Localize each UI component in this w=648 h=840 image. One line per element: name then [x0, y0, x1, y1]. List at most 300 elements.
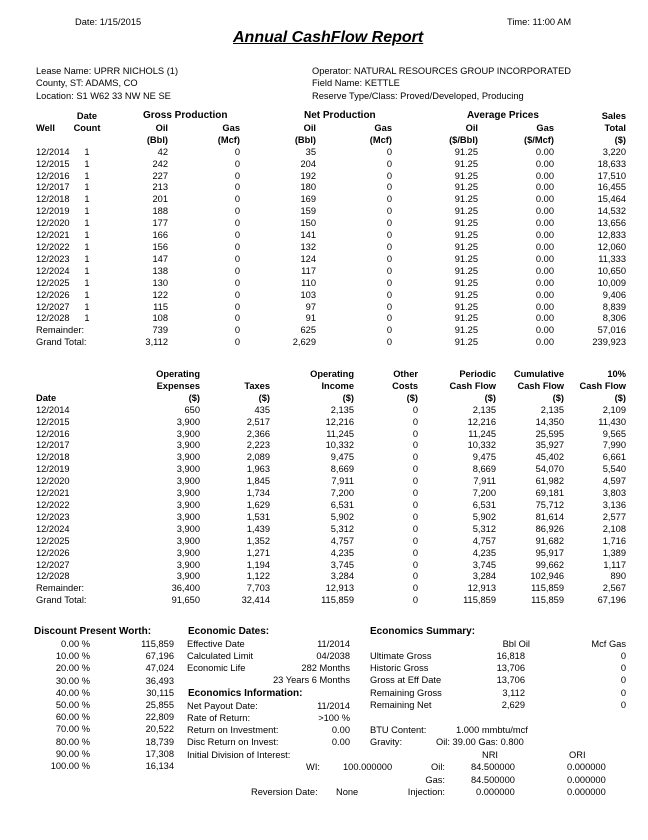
summary-label: Remaining Net	[370, 699, 432, 710]
cashflow-cell: 5,902	[472, 511, 496, 522]
cashflow-cell: 115,859	[463, 595, 496, 606]
production-cell: 91	[305, 313, 316, 324]
cashflow-cell: 0	[412, 476, 418, 487]
cashflow-cell: 11,430	[598, 416, 626, 427]
production-cell: 42	[157, 146, 168, 157]
discount-value: 17,308	[145, 748, 174, 759]
cashflow-cell: 25,595	[535, 428, 564, 439]
cashflow-col-header: Cash Flow	[517, 380, 564, 391]
group-header-gross: Gross Production	[143, 110, 228, 121]
gas-nri: 84.500000	[471, 775, 515, 785]
production-header-row	[36, 135, 626, 147]
lease-location: Location: S1 W62 33 NW NE SE	[36, 91, 171, 101]
production-cell: 108	[152, 313, 168, 324]
cashflow-cell: 2,089	[246, 452, 270, 463]
production-cell: Remainder:	[36, 325, 85, 336]
cashflow-cell: 0	[412, 488, 418, 499]
production-col-header	[68, 135, 106, 147]
effective-date-label: Effective Date	[187, 639, 245, 649]
cashflow-cell: 12,913	[325, 583, 354, 594]
cashflow-cell: 1,352	[246, 535, 270, 546]
production-cell: 739	[152, 325, 168, 336]
cashflow-cell: 12/2025	[36, 535, 70, 546]
production-row	[36, 337, 626, 349]
initial-division-label: Initial Division of Interest:	[187, 750, 291, 760]
cashflow-row	[36, 464, 626, 476]
cashflow-col-header: Operating	[156, 369, 200, 379]
production-cell: 201	[152, 194, 168, 205]
production-row	[36, 147, 626, 159]
cashflow-cell: 3,900	[176, 416, 200, 427]
cashflow-cell: 12/2021	[36, 488, 70, 499]
cashflow-cell: 91,650	[171, 595, 200, 606]
cashflow-cell: 3,284	[472, 571, 496, 582]
summary-oil: 13,706	[496, 663, 525, 674]
cashflow-cell: 9,475	[472, 452, 496, 463]
production-cell: 0	[386, 265, 392, 276]
cashflow-cell: 3,900	[176, 488, 200, 499]
production-cell: 1	[84, 253, 90, 264]
cashflow-cell: 12/2016	[36, 428, 70, 439]
production-cell: 0	[386, 253, 392, 264]
cashflow-row	[36, 512, 626, 524]
production-cell: 91.25	[454, 277, 478, 288]
production-row	[36, 194, 626, 206]
discount-rate: 60.00 %	[55, 712, 90, 723]
production-cell: 1	[84, 230, 90, 241]
summary-oil: 13,706	[496, 675, 525, 686]
cashflow-cell: 12/2015	[36, 416, 70, 427]
lease-operator: Operator: NATURAL RESOURCES GROUP INCORPORATED	[312, 66, 571, 76]
summary-gas: 0	[620, 675, 626, 686]
production-cell: 12/2016	[36, 170, 70, 181]
production-cell: 192	[300, 170, 316, 181]
production-cell: 0	[234, 325, 240, 336]
cashflow-cell: 4,235	[472, 547, 496, 558]
production-row	[36, 302, 626, 314]
production-cell: 3,112	[145, 337, 168, 348]
production-cell: 103	[300, 289, 316, 300]
cashflow-row	[36, 500, 626, 512]
production-cell: 0	[234, 230, 240, 241]
cashflow-col-header: Costs	[392, 380, 418, 391]
production-row	[36, 218, 626, 230]
production-cell: 0	[386, 158, 392, 169]
cashflow-cell: 2,108	[602, 523, 626, 534]
cashflow-cell: 35,927	[535, 440, 564, 451]
summary-col-gas: Mcf Gas	[591, 639, 626, 649]
oil-label: Oil:	[431, 762, 445, 772]
cashflow-cell: 6,661	[602, 452, 626, 463]
cashflow-cell: 3,900	[176, 476, 200, 487]
report-date: Date: 1/15/2015	[75, 17, 142, 27]
production-cell: 0.00	[535, 289, 554, 300]
cashflow-row	[36, 476, 626, 488]
cashflow-col-header: ($)	[342, 392, 354, 403]
cashflow-row	[36, 524, 626, 536]
cashflow-cell: 4,757	[472, 535, 496, 546]
cashflow-col-header: Date	[36, 392, 57, 403]
cashflow-cell: 2,135	[540, 404, 564, 415]
cashflow-cell: 8,669	[472, 464, 496, 475]
cashflow-cell: 61,982	[535, 476, 564, 487]
production-cell: 91.25	[454, 194, 478, 205]
cashflow-row	[36, 417, 626, 429]
cashflow-cell: 7,990	[602, 440, 626, 451]
production-cell: 9,406	[602, 289, 626, 300]
cashflow-cell: 8,669	[330, 464, 354, 475]
production-cell: 1	[84, 313, 90, 324]
production-cell: 177	[152, 218, 168, 229]
cashflow-cell: 0	[412, 583, 418, 594]
cashflow-cell: 32,414	[241, 595, 270, 606]
production-cell: 12/2024	[36, 265, 70, 276]
production-col-header	[36, 135, 68, 147]
production-cell: 8,839	[602, 301, 626, 312]
production-cell: 0.00	[535, 146, 554, 157]
production-cell: 141	[300, 230, 316, 241]
econ-summary-title: Economics Summary:	[370, 626, 476, 637]
cashflow-cell: Grand Total:	[36, 595, 87, 606]
production-col-header: Total	[604, 122, 626, 133]
production-cell: 91.25	[454, 230, 478, 241]
cashflow-cell: 12/2020	[36, 476, 70, 487]
cashflow-cell: 10,332	[467, 440, 496, 451]
cashflow-row	[36, 548, 626, 560]
production-cell: 625	[300, 325, 316, 336]
cashflow-cell: 0	[412, 595, 418, 606]
discount-value: 30,115	[146, 687, 174, 698]
discount-value: 47,024	[145, 663, 174, 674]
production-cell: 1	[84, 170, 90, 181]
production-cell: 0	[386, 230, 392, 241]
cashflow-cell: 0	[412, 523, 418, 534]
production-cell: 0.00	[535, 230, 554, 241]
ror-label: Rate of Return:	[187, 713, 251, 723]
production-cell: 0	[386, 206, 392, 217]
production-cell: 1	[84, 277, 90, 288]
production-cell: 0	[234, 313, 240, 324]
lease-name: Lease Name: UPRR NICHOLS (1)	[36, 66, 179, 76]
cashflow-cell: 36,400	[171, 583, 200, 594]
discount-rate: 10.00 %	[55, 651, 90, 662]
cashflow-cell: 99,662	[535, 559, 564, 570]
production-cell: 0.00	[535, 325, 554, 336]
cashflow-cell: Remainder:	[36, 583, 85, 594]
cashflow-cell: 5,312	[472, 523, 496, 534]
discount-value: 25,855	[145, 700, 174, 710]
group-header-net: Net Production	[304, 110, 376, 121]
cashflow-cell: 890	[610, 571, 626, 582]
cashflow-cell: 3,803	[602, 488, 626, 499]
production-col-header: Gas	[536, 122, 554, 133]
production-col-header: ($)	[614, 134, 626, 145]
cashflow-cell: 1,845	[246, 476, 270, 487]
cashflow-col-header: ($)	[614, 392, 626, 403]
cashflow-cell: 3,900	[176, 535, 200, 546]
production-cell: 0	[234, 194, 240, 205]
cashflow-col-header: Taxes	[244, 380, 270, 391]
production-cell: 13,656	[597, 218, 626, 229]
production-cell: 0	[386, 301, 392, 312]
production-cell: 12/2015	[36, 158, 70, 169]
cashflow-table	[36, 369, 626, 607]
cashflow-cell: 3,900	[176, 428, 200, 439]
production-col-header: Gas	[374, 122, 392, 133]
production-cell: 1	[84, 218, 90, 229]
cashflow-row	[36, 595, 626, 607]
production-cell: 213	[152, 182, 168, 193]
cashflow-col-header: Expenses	[156, 380, 200, 391]
cashflow-col-header: Cash Flow	[579, 380, 626, 391]
econ-life-value: 282 Months	[301, 663, 350, 673]
report-time: Time: 11:00 AM	[507, 17, 572, 27]
production-col-header	[106, 111, 168, 123]
production-cell: 91.25	[454, 241, 478, 252]
production-cell: 0	[386, 182, 392, 193]
cashflow-cell: 12/2018	[36, 452, 70, 463]
cashflow-cell: 3,900	[176, 511, 200, 522]
production-cell: 0	[386, 325, 392, 336]
gravity-label: Gravity:	[370, 737, 403, 747]
production-cell: 0	[386, 277, 392, 288]
btu-value: 1.000 mmbtu/mcf	[456, 725, 528, 735]
cashflow-col-header: Cash Flow	[449, 380, 496, 391]
cashflow-cell: 0	[412, 416, 418, 427]
cashflow-cell: 2,567	[602, 583, 626, 594]
production-cell: 12/2019	[36, 206, 70, 217]
cashflow-cell: 0	[412, 440, 418, 451]
discount-rate: 30.00 %	[55, 675, 90, 686]
production-cell: 91.25	[454, 253, 478, 264]
cashflow-cell: 12/2019	[36, 464, 70, 475]
econ-dates-title: Economic Dates:	[188, 626, 270, 637]
calc-limit-value: 04/2038	[316, 651, 350, 661]
production-cell: 1	[84, 158, 90, 169]
production-col-header: Sales	[601, 111, 626, 121]
cashflow-cell: 1,117	[603, 559, 626, 570]
injection-ori: 0.000000	[567, 787, 606, 797]
production-cell: 57,016	[597, 325, 626, 336]
production-col-header: Oil	[465, 122, 478, 133]
cashflow-cell: 12,216	[467, 416, 496, 427]
discount-rate: 70.00 %	[55, 724, 90, 735]
cashflow-col-header: ($)	[188, 392, 200, 403]
cashflow-cell: 435	[254, 404, 270, 415]
production-cell: 91.25	[454, 218, 478, 229]
cashflow-cell: 3,900	[176, 440, 200, 451]
cashflow-cell: 115,859	[531, 595, 564, 606]
group-header-prices: Average Prices	[467, 110, 539, 121]
production-cell: 91.25	[454, 289, 478, 300]
production-header-row	[36, 123, 626, 135]
cashflow-cell: 7,911	[473, 476, 496, 487]
production-cell: 0.00	[535, 337, 554, 348]
production-cell: 91.25	[454, 325, 478, 336]
summary-label: Remaining Gross	[370, 687, 442, 698]
production-cell: 0.00	[535, 182, 554, 193]
cashflow-cell: 12/2027	[36, 559, 70, 570]
report-title: Annual CashFlow Report	[233, 29, 424, 46]
cashflow-cell: 0	[412, 535, 418, 546]
production-cell: 188	[152, 206, 168, 217]
discount-title: Discount Present Worth:	[34, 626, 152, 637]
cashflow-cell: 1,734	[246, 488, 270, 499]
summary-label: Historic Gross	[370, 663, 429, 674]
cashflow-cell: 5,902	[330, 511, 354, 522]
discount-rate: 90.00 %	[55, 748, 90, 759]
cashflow-cell: 7,200	[330, 488, 354, 499]
production-cell: 0	[234, 158, 240, 169]
production-cell: 3,220	[602, 146, 626, 157]
production-cell: 0	[234, 253, 240, 264]
cashflow-cell: 102,946	[530, 571, 564, 582]
production-cell: 0	[386, 218, 392, 229]
cashflow-cell: 1,963	[246, 464, 270, 475]
cashflow-cell: 2,366	[246, 428, 270, 439]
cashflow-header-row	[36, 381, 626, 393]
production-cell: 0	[234, 218, 240, 229]
production-cell: Grand Total:	[36, 337, 87, 348]
cashflow-cell: 81,614	[535, 511, 564, 522]
production-cell: 18,633	[597, 158, 626, 169]
cashflow-cell: 7,911	[331, 476, 354, 487]
cashflow-cell: 1,439	[246, 523, 270, 534]
droi-value: 0.00	[331, 737, 350, 747]
reversion-value: None	[336, 787, 359, 797]
cashflow-cell: 5,312	[330, 523, 354, 534]
production-cell: 91.25	[454, 146, 478, 157]
effective-date-value: 11/2014	[317, 639, 350, 649]
production-cell: 0	[234, 241, 240, 252]
production-row	[36, 325, 626, 337]
ror-value: >100 %	[318, 713, 350, 723]
production-cell: 91.25	[454, 182, 478, 193]
cashflow-cell: 91,682	[535, 535, 564, 546]
production-cell: 35	[305, 146, 316, 157]
summary-oil: 16,818	[496, 651, 525, 661]
cashflow-row	[36, 429, 626, 441]
production-cell: 0	[234, 182, 240, 193]
production-cell: 14,532	[597, 206, 626, 217]
cashflow-cell: 12/2014	[36, 404, 70, 415]
production-cell: 8,306	[602, 313, 626, 324]
cashflow-cell: 2,577	[602, 511, 626, 522]
production-cell: 0.00	[535, 277, 554, 288]
btu-label: BTU Content:	[370, 725, 427, 735]
production-row	[36, 206, 626, 218]
cashflow-cell: 3,284	[330, 571, 354, 582]
cashflow-cell: 2,223	[246, 440, 270, 451]
cashflow-col-header: ($)	[258, 392, 270, 403]
cashflow-cell: 0	[412, 499, 418, 510]
cashflow-cell: 7,200	[472, 488, 496, 499]
production-cell: 159	[300, 206, 316, 217]
production-col-header: Date	[76, 111, 98, 121]
cashflow-cell: 12/2017	[36, 440, 70, 451]
cashflow-cell: 0	[412, 511, 418, 522]
production-cell: 110	[301, 277, 316, 288]
production-cell: 0	[386, 170, 392, 181]
production-cell: 132	[300, 241, 316, 252]
production-col-header: Well	[36, 122, 55, 133]
gravity-value: Oil: 39.00 Gas: 0.800	[436, 737, 524, 747]
production-cell: 1	[84, 182, 90, 193]
production-cell: 2,629	[292, 337, 316, 348]
cashflow-row	[36, 571, 626, 583]
cashflow-cell: 3,900	[176, 523, 200, 534]
cashflow-cell: 0	[412, 428, 418, 439]
production-col-header	[168, 111, 240, 123]
production-cell: 0	[234, 206, 240, 217]
discount-rate: 100.00 %	[50, 761, 90, 771]
production-cell: 239,923	[592, 337, 626, 348]
cashflow-cell: 12/2023	[36, 511, 70, 522]
production-cell: 97	[305, 301, 316, 312]
production-cell: 91.25	[454, 158, 478, 169]
roi-value: 0.00	[331, 725, 350, 735]
cashflow-row	[36, 536, 626, 548]
production-col-header	[240, 111, 316, 123]
cashflow-cell: 7,703	[246, 583, 270, 594]
production-cell: 0	[234, 337, 240, 348]
production-cell: 169	[300, 194, 316, 205]
production-cell: 124	[300, 253, 316, 264]
production-cell: 0.00	[535, 170, 554, 181]
production-header-row	[36, 111, 626, 123]
production-col-header: ($/Mcf)	[524, 134, 554, 145]
payout-value: 11/2014	[317, 701, 350, 711]
gas-label: Gas:	[425, 775, 445, 785]
production-row	[36, 254, 626, 266]
discount-value: 20,522	[145, 724, 174, 735]
cashflow-cell: 14,350	[535, 416, 564, 427]
cashflow-cell: 45,402	[535, 452, 564, 463]
discount-value: 18,739	[145, 736, 174, 747]
production-cell: 0.00	[535, 218, 554, 229]
lease-field: Field Name: KETTLE	[312, 78, 400, 88]
cashflow-cell: 6,531	[330, 499, 354, 510]
summary-gas: 0	[620, 651, 626, 661]
production-cell: 17,510	[597, 170, 626, 181]
production-cell: 0	[386, 289, 392, 300]
production-row	[36, 182, 626, 194]
production-col-header	[392, 111, 478, 123]
production-row	[36, 159, 626, 171]
cashflow-cell: 12,913	[467, 583, 496, 594]
summary-label: Ultimate Gross	[370, 651, 432, 661]
cashflow-cell: 9,475	[330, 452, 354, 463]
production-cell: 91.25	[454, 301, 478, 312]
cashflow-col-header: ($)	[552, 392, 564, 403]
production-col-header: Oil	[155, 122, 168, 133]
production-cell: 0	[234, 289, 240, 300]
cashflow-cell: 67,196	[597, 595, 626, 606]
calc-limit-label: Calculated Limit	[187, 651, 254, 661]
production-cell: 12/2018	[36, 194, 70, 205]
cashflow-cell: 3,900	[176, 499, 200, 510]
cashflow-cell: 1,531	[246, 511, 270, 522]
production-cell: 0.00	[535, 194, 554, 205]
production-cell: 91.25	[454, 206, 478, 217]
cashflow-cell: 75,712	[535, 499, 564, 510]
production-cell: 12/2021	[36, 230, 70, 241]
production-table	[36, 111, 626, 349]
econ-life-label: Economic Life	[187, 663, 246, 673]
production-cell: 242	[152, 158, 168, 169]
production-cell: 1	[84, 194, 90, 205]
lease-reserve: Reserve Type/Class: Proved/Developed, Producing	[312, 91, 524, 101]
